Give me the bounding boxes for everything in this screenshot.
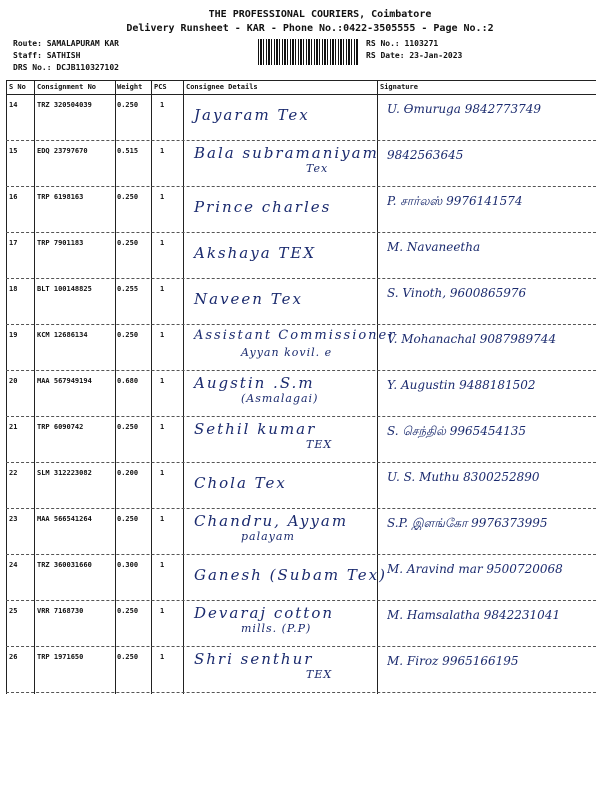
row-pcs: 1 xyxy=(160,515,165,523)
row-pcs: 1 xyxy=(160,239,165,247)
row-signature: V. Mohanachal 9087989744 xyxy=(387,332,557,346)
row-divider xyxy=(6,646,596,647)
row-consignment-no: MAA 566541264 xyxy=(37,515,92,523)
row-weight: 0.250 xyxy=(117,331,139,339)
row-signature: M. Aravind mar 9500720068 xyxy=(387,562,563,576)
rs-number: RS No.: 1103271 xyxy=(366,39,439,48)
row-consignment-no: MAA 567949194 xyxy=(37,377,92,385)
row-weight: 0.250 xyxy=(117,515,139,523)
row-divider xyxy=(6,416,596,417)
row-divider xyxy=(6,232,596,233)
row-divider xyxy=(6,600,596,601)
row-pcs: 1 xyxy=(160,377,165,385)
row-consignee-detail: Tex xyxy=(306,162,329,175)
row-pcs: 1 xyxy=(160,423,165,431)
drs-number: DRS No.: DCJB110327102 xyxy=(13,63,119,72)
row-divider xyxy=(6,186,596,187)
row-sno: 18 xyxy=(9,285,18,293)
row-pcs: 1 xyxy=(160,561,165,569)
row-sno: 23 xyxy=(9,515,18,523)
row-signature: S.P. இளங்கோ 9976373995 xyxy=(387,516,548,530)
row-weight: 0.250 xyxy=(117,607,139,615)
row-weight: 0.200 xyxy=(117,469,139,477)
row-consignment-no: SLM 312223082 xyxy=(37,469,92,477)
row-sno: 20 xyxy=(9,377,18,385)
row-divider xyxy=(6,508,596,509)
row-weight: 0.250 xyxy=(117,239,139,247)
row-consignment-no: TRZ 360031660 xyxy=(37,561,92,569)
row-consignee-name: Chandru, Ayyam xyxy=(194,512,349,530)
row-consignee-name: Naveen Tex xyxy=(194,290,303,308)
row-consignment-no: TRP 6198163 xyxy=(37,193,84,201)
row-consignment-no: TRP 1971650 xyxy=(37,653,84,661)
row-signature: P. சார்லஸ் 9976141574 xyxy=(387,194,523,208)
row-pcs: 1 xyxy=(160,285,165,293)
row-signature: U. Ɵmuruga 9842773749 xyxy=(387,102,542,116)
row-divider xyxy=(6,692,596,693)
row-consignment-no: VRR 7168730 xyxy=(37,607,84,615)
row-signature: S. செந்தில் 9965454135 xyxy=(387,424,527,438)
row-signature: M. Navaneetha xyxy=(387,240,481,254)
row-consignment-no: EDQ 23797670 xyxy=(37,147,88,155)
row-sno: 19 xyxy=(9,331,18,339)
staff-label: Staff: SATHISH xyxy=(13,51,81,60)
row-weight: 0.250 xyxy=(117,653,139,661)
row-consignee-name: Augstin .S.m xyxy=(194,374,315,392)
row-weight: 0.680 xyxy=(117,377,139,385)
row-sno: 22 xyxy=(9,469,18,477)
row-divider xyxy=(6,370,596,371)
row-consignee-detail: (Asmalagai) xyxy=(241,392,319,405)
row-signature: Y. Augustin 9488181502 xyxy=(387,378,536,392)
row-pcs: 1 xyxy=(160,469,165,477)
row-consignee-detail: palayam xyxy=(241,530,295,543)
row-signature: M. Firoz 9965166195 xyxy=(387,654,519,668)
row-consignee-name: Chola Tex xyxy=(194,474,287,492)
row-consignee-name: Jayaram Tex xyxy=(194,106,310,124)
row-signature: M. Hamsalatha 9842231041 xyxy=(387,608,561,622)
row-consignee-name: Bala subramaniyam xyxy=(194,144,379,162)
runsheet-table xyxy=(6,80,596,694)
row-pcs: 1 xyxy=(160,607,165,615)
row-consignee-name: Devaraj cotton xyxy=(194,604,335,622)
row-sno: 24 xyxy=(9,561,18,569)
row-divider xyxy=(6,554,596,555)
barcode xyxy=(258,39,358,65)
col-consignment: Consignment No xyxy=(37,83,97,91)
row-consignee-name: Ganesh (Subam Tex) xyxy=(194,566,387,584)
row-sno: 14 xyxy=(9,101,18,109)
row-pcs: 1 xyxy=(160,193,165,201)
col-consignee: Consignee Details xyxy=(186,83,258,91)
row-weight: 0.250 xyxy=(117,101,139,109)
row-pcs: 1 xyxy=(160,331,165,339)
row-consignee-name: Sethil kumar xyxy=(194,420,317,438)
row-sno: 15 xyxy=(9,147,18,155)
row-consignment-no: TRP 6090742 xyxy=(37,423,84,431)
row-divider xyxy=(6,462,596,463)
row-weight: 0.300 xyxy=(117,561,139,569)
row-consignee-name: Akshaya TEX xyxy=(194,244,317,262)
row-weight: 0.250 xyxy=(117,423,139,431)
row-consignee-name: Prince charles xyxy=(194,198,332,216)
row-sno: 26 xyxy=(9,653,18,661)
col-sno: S No xyxy=(9,83,26,91)
row-consignee-detail: Ayyan kovil. e xyxy=(241,346,333,359)
col-weight: Weight xyxy=(117,83,143,91)
row-consignee-detail: mills. (P.P) xyxy=(241,622,312,635)
col-pcs: PCS xyxy=(154,83,167,91)
route-label: Route: SAMALAPURAM KAR xyxy=(13,39,119,48)
runsheet-company-title: THE PROFESSIONAL COURIERS, Coimbatore xyxy=(208,9,432,20)
row-sno: 17 xyxy=(9,239,18,247)
row-sno: 25 xyxy=(9,607,18,615)
row-consignment-no: KCM 12686134 xyxy=(37,331,88,339)
runsheet-subtitle: Delivery Runsheet - KAR - Phone No.:0422-3505555 - Page No.:2 xyxy=(126,23,494,34)
row-divider xyxy=(6,140,596,141)
row-consignment-no: TRP 7901183 xyxy=(37,239,84,247)
row-pcs: 1 xyxy=(160,101,165,109)
row-weight: 0.255 xyxy=(117,285,139,293)
row-pcs: 1 xyxy=(160,147,165,155)
row-divider xyxy=(6,278,596,279)
rs-date: RS Date: 23-Jan-2023 xyxy=(366,51,463,60)
row-consignee-name: Shri senthur xyxy=(194,650,314,668)
row-weight: 0.250 xyxy=(117,193,139,201)
row-weight: 0.515 xyxy=(117,147,139,155)
row-consignee-detail: TEX xyxy=(306,668,333,681)
row-consignment-no: BLT 100148825 xyxy=(37,285,92,293)
row-pcs: 1 xyxy=(160,653,165,661)
row-divider xyxy=(6,324,596,325)
row-sno: 21 xyxy=(9,423,18,431)
row-consignment-no: TRZ 320504039 xyxy=(37,101,92,109)
row-sno: 16 xyxy=(9,193,18,201)
col-signature: Signature xyxy=(380,83,418,91)
row-signature: 9842563645 xyxy=(387,148,464,162)
row-signature: U. S. Muthu 8300252890 xyxy=(387,470,540,484)
row-consignee-detail: TEX xyxy=(306,438,333,451)
row-consignee-name: Assistant Commissioner xyxy=(194,328,397,343)
row-signature: S. Vinoth, 9600865976 xyxy=(387,286,527,300)
